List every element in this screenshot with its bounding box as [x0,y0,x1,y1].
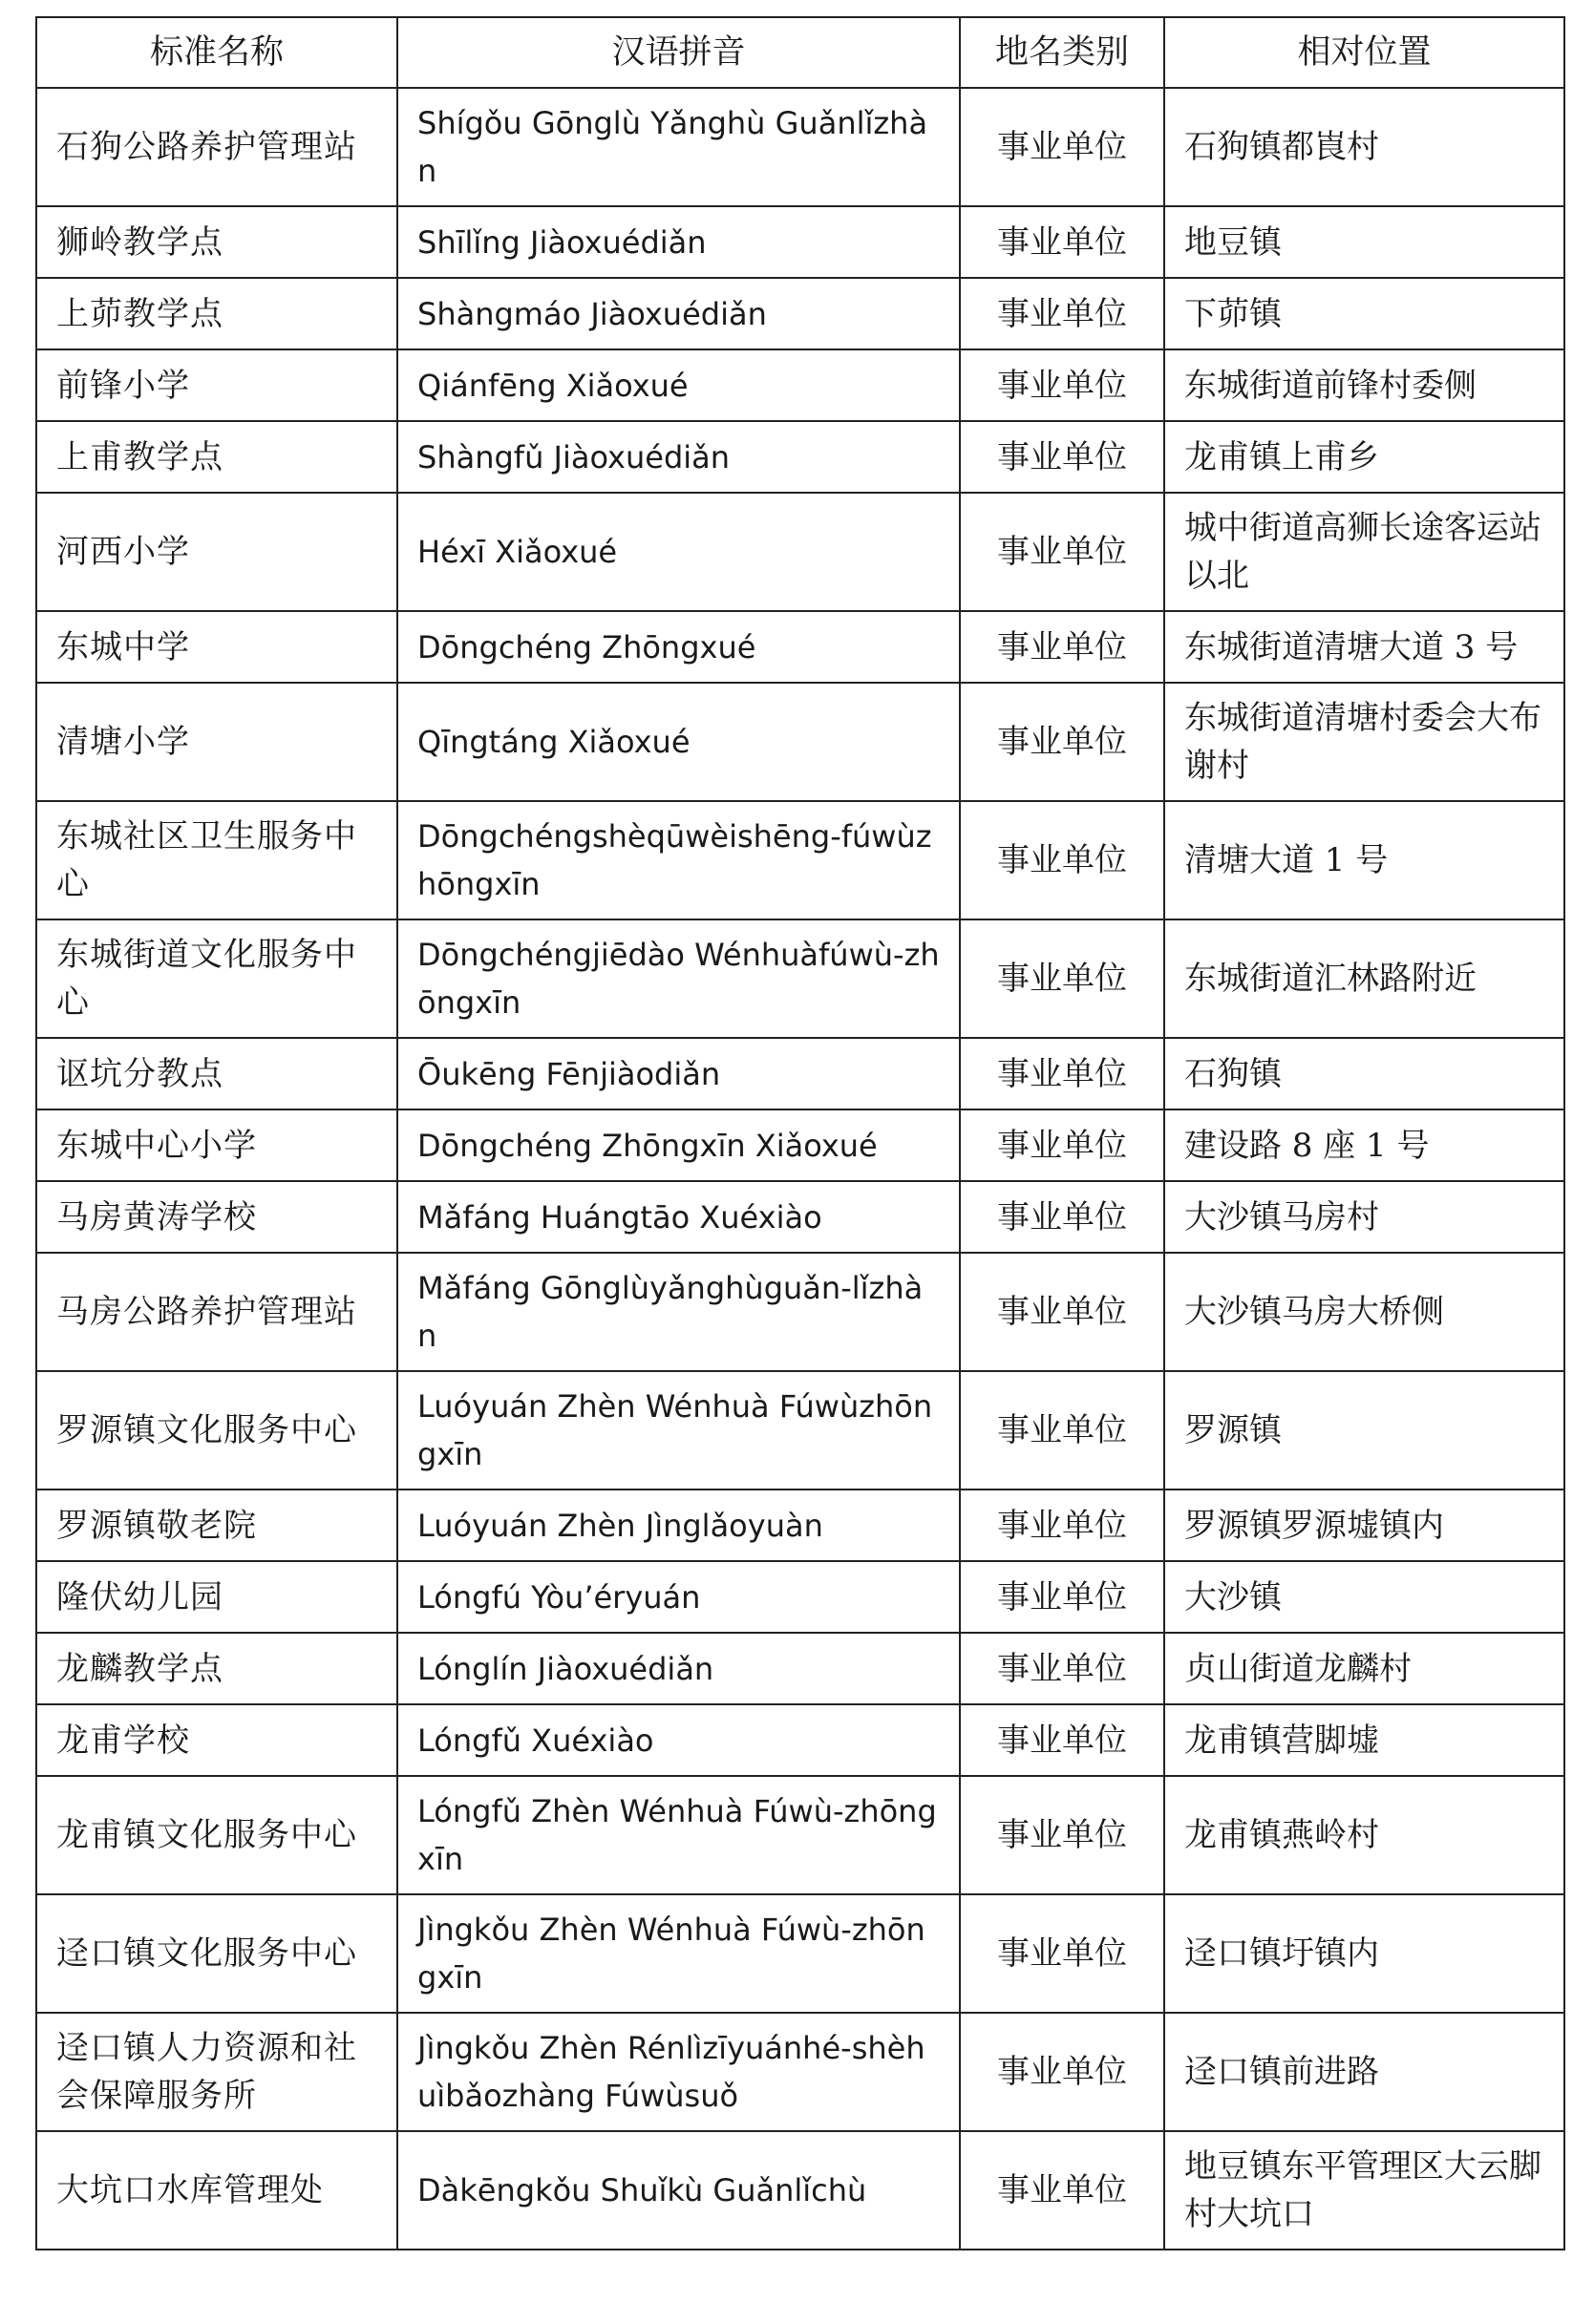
cell-category: 事业单位 [960,1894,1164,2013]
cell-location: 大沙镇马房大桥侧 [1164,1253,1564,1371]
cell-standard-name: 清塘小学 [36,683,397,801]
table-row [36,611,1564,683]
cell-pinyin: Lóngfǔ Xuéxiào [397,1704,960,1776]
table-row [36,1253,1564,1371]
cell-standard-name: 上甫教学点 [36,421,397,493]
table-row [36,1109,1564,1181]
cell-location: 石狗镇 [1164,1038,1564,1109]
cell-location: 迳口镇圩镇内 [1164,1894,1564,2013]
cell-pinyin: Shàngfǔ Jiàoxuédiǎn [397,421,960,493]
header-pinyin: 汉语拼音 [397,17,960,88]
cell-location: 东城街道前锋村委侧 [1164,349,1564,421]
cell-category: 事业单位 [960,1253,1164,1371]
cell-category: 事业单位 [960,1776,1164,1894]
cell-standard-name: 石狗公路养护管理站 [36,88,397,206]
table-row [36,1561,1564,1633]
cell-category: 事业单位 [960,1181,1164,1253]
table-body [36,88,1564,2250]
cell-standard-name: 河西小学 [36,493,397,611]
cell-standard-name: 狮岭教学点 [36,206,397,278]
header-standard-name: 标准名称 [36,17,397,88]
cell-pinyin: Héxī Xiǎoxué [397,493,960,611]
cell-location: 龙甫镇上甫乡 [1164,421,1564,493]
cell-standard-name: 罗源镇文化服务中心 [36,1371,397,1489]
cell-category: 事业单位 [960,421,1164,493]
header-location: 相对位置 [1164,17,1564,88]
cell-category: 事业单位 [960,1038,1164,1109]
cell-category: 事业单位 [960,88,1164,206]
table-row [36,206,1564,278]
table-row [36,1633,1564,1704]
table-row [36,1489,1564,1561]
cell-location: 罗源镇 [1164,1371,1564,1489]
cell-category: 事业单位 [960,1109,1164,1181]
cell-category: 事业单位 [960,611,1164,683]
table-row [36,2131,1564,2250]
cell-category: 事业单位 [960,278,1164,349]
cell-category: 事业单位 [960,1489,1164,1561]
table-row [36,493,1564,611]
cell-pinyin: Jìngkǒu Zhèn Rénlìzīyuánhé-shèhuìbǎozhàng Fúwùsuǒ [397,2013,960,2131]
cell-pinyin: Shígǒu Gōnglù Yǎnghù Guǎnlǐzhàn [397,88,960,206]
table-row [36,801,1564,919]
cell-standard-name: 东城社区卫生服务中心 [36,801,397,919]
place-name-table [35,16,1565,2250]
cell-category: 事业单位 [960,1633,1164,1704]
table-row [36,1776,1564,1894]
table-row [36,88,1564,206]
cell-standard-name: 马房黄涛学校 [36,1181,397,1253]
cell-standard-name: 迳口镇人力资源和社会保障服务所 [36,2013,397,2131]
cell-pinyin: Lóngfú Yòu’éryuán [397,1561,960,1633]
table-row [36,1038,1564,1109]
cell-pinyin: Dōngchéng Zhōngxué [397,611,960,683]
cell-location: 大沙镇 [1164,1561,1564,1633]
cell-pinyin: Dàkēngkǒu Shuǐkù Guǎnlǐchù [397,2131,960,2250]
cell-category: 事业单位 [960,2013,1164,2131]
table-row [36,683,1564,801]
cell-category: 事业单位 [960,206,1164,278]
cell-category: 事业单位 [960,919,1164,1038]
cell-location: 大沙镇马房村 [1164,1181,1564,1253]
table-row [36,2013,1564,2131]
cell-standard-name: 龙甫学校 [36,1704,397,1776]
table-row [36,1371,1564,1489]
cell-standard-name: 东城中心小学 [36,1109,397,1181]
cell-location: 贞山街道龙麟村 [1164,1633,1564,1704]
cell-pinyin: Shīlǐng Jiàoxuédiǎn [397,206,960,278]
table-row [36,919,1564,1038]
cell-location: 城中街道高狮长途客运站以北 [1164,493,1564,611]
cell-category: 事业单位 [960,1561,1164,1633]
cell-standard-name: 罗源镇敬老院 [36,1489,397,1561]
table-row [36,1704,1564,1776]
cell-standard-name: 龙麟教学点 [36,1633,397,1704]
cell-pinyin: Luóyuán Zhèn Jìnglǎoyuàn [397,1489,960,1561]
cell-location: 清塘大道 1 号 [1164,801,1564,919]
cell-location: 建设路 8 座 1 号 [1164,1109,1564,1181]
cell-location: 罗源镇罗源墟镇内 [1164,1489,1564,1561]
table-row [36,349,1564,421]
cell-pinyin: Ōukēng Fēnjiàodiǎn [397,1038,960,1109]
cell-pinyin: Mǎfáng Gōnglùyǎnghùguǎn-lǐzhàn [397,1253,960,1371]
table-row [36,1181,1564,1253]
cell-category: 事业单位 [960,1371,1164,1489]
cell-pinyin: Lónglín Jiàoxuédiǎn [397,1633,960,1704]
cell-location: 东城街道清塘村委会大布谢村 [1164,683,1564,801]
cell-pinyin: Lóngfǔ Zhèn Wénhuà Fúwù-zhōngxīn [397,1776,960,1894]
cell-standard-name: 迳口镇文化服务中心 [36,1894,397,2013]
cell-location: 东城街道汇林路附近 [1164,919,1564,1038]
cell-location: 石狗镇都崀村 [1164,88,1564,206]
cell-location: 下茆镇 [1164,278,1564,349]
cell-location: 迳口镇前进路 [1164,2013,1564,2131]
cell-category: 事业单位 [960,349,1164,421]
cell-location: 东城街道清塘大道 3 号 [1164,611,1564,683]
table-row [36,1894,1564,2013]
cell-pinyin: Dōngchéng Zhōngxīn Xiǎoxué [397,1109,960,1181]
cell-category: 事业单位 [960,683,1164,801]
cell-category: 事业单位 [960,1704,1164,1776]
header-row [36,17,1564,88]
cell-pinyin: Shàngmáo Jiàoxuédiǎn [397,278,960,349]
cell-location: 地豆镇东平管理区大云脚村大坑口 [1164,2131,1564,2250]
cell-pinyin: Dōngchéngjiēdào Wénhuàfúwù-zhōngxīn [397,919,960,1038]
cell-standard-name: 上茆教学点 [36,278,397,349]
cell-location: 地豆镇 [1164,206,1564,278]
cell-pinyin: Mǎfáng Huángtāo Xuéxiào [397,1181,960,1253]
table-row [36,278,1564,349]
cell-location: 龙甫镇营脚墟 [1164,1704,1564,1776]
cell-standard-name: 前锋小学 [36,349,397,421]
cell-standard-name: 马房公路养护管理站 [36,1253,397,1371]
cell-category: 事业单位 [960,493,1164,611]
header-category: 地名类别 [960,17,1164,88]
table-row [36,421,1564,493]
cell-category: 事业单位 [960,2131,1164,2250]
cell-standard-name: 东城中学 [36,611,397,683]
cell-pinyin: Qīngtáng Xiǎoxué [397,683,960,801]
cell-pinyin: Dōngchéngshèqūwèishēng-fúwùzhōngxīn [397,801,960,919]
cell-standard-name: 隆伏幼儿园 [36,1561,397,1633]
cell-pinyin: Jìngkǒu Zhèn Wénhuà Fúwù-zhōngxīn [397,1894,960,2013]
cell-standard-name: 龙甫镇文化服务中心 [36,1776,397,1894]
cell-location: 龙甫镇燕岭村 [1164,1776,1564,1894]
cell-standard-name: 东城街道文化服务中心 [36,919,397,1038]
cell-standard-name: 大坑口水库管理处 [36,2131,397,2250]
cell-pinyin: Luóyuán Zhèn Wénhuà Fúwùzhōngxīn [397,1371,960,1489]
cell-standard-name: 讴坑分教点 [36,1038,397,1109]
cell-pinyin: Qiánfēng Xiǎoxué [397,349,960,421]
cell-category: 事业单位 [960,801,1164,919]
